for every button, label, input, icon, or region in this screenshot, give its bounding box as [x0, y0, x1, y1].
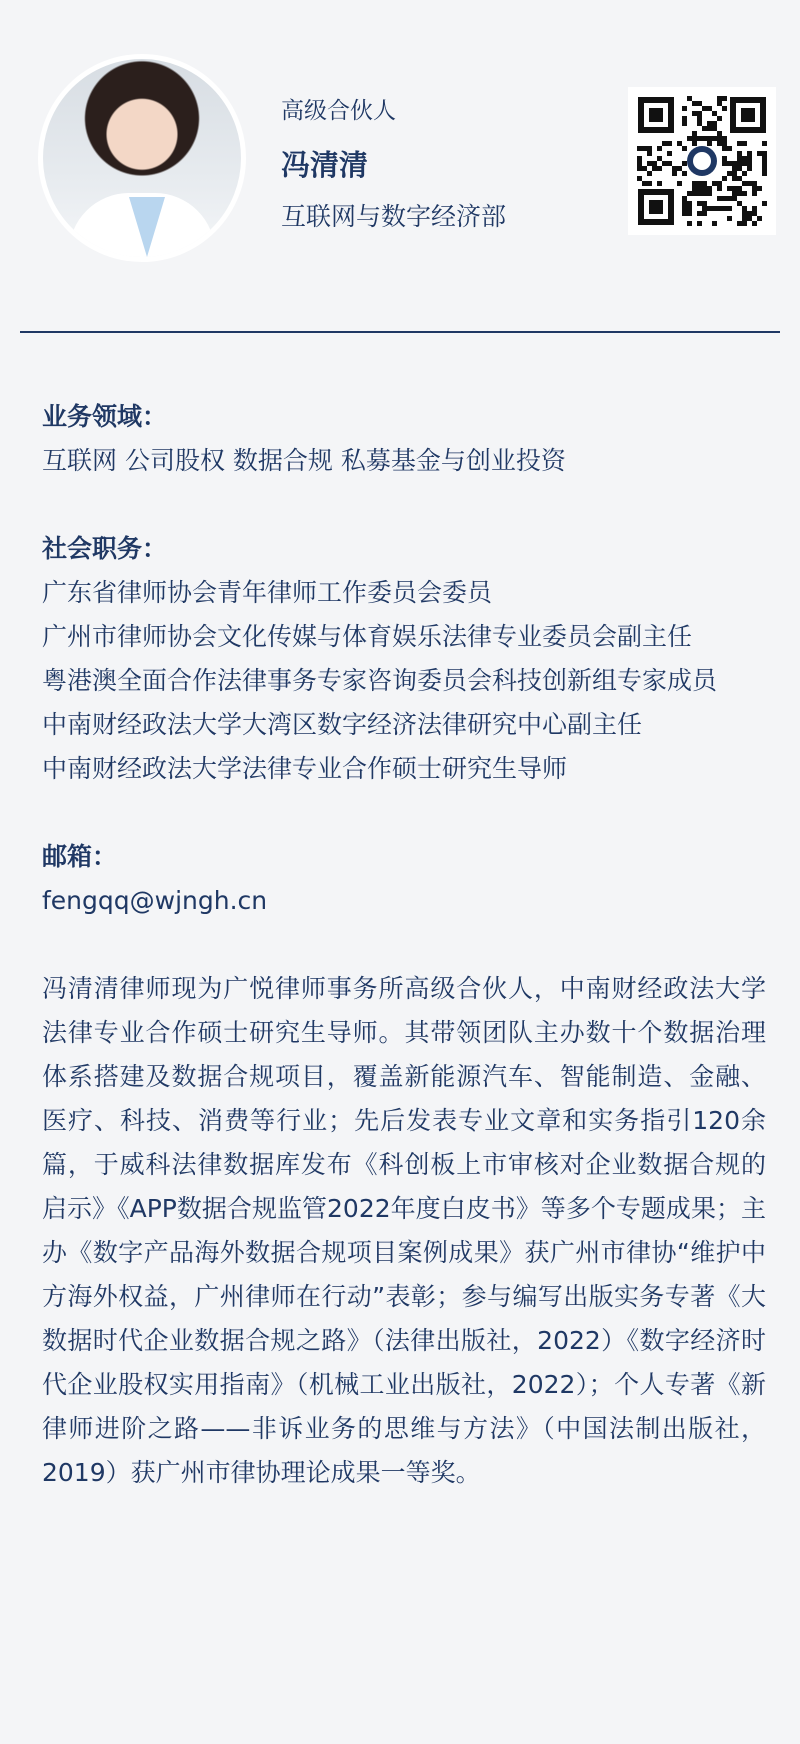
positions-section — [42, 527, 766, 791]
profile-role: 高级合伙人 — [281, 98, 396, 124]
position-item: 粤港澳全面合作法律事务专家咨询委员会科技创新组专家成员 — [42, 666, 718, 695]
profile-photo — [38, 54, 246, 262]
bio-paragraph: 冯清清律师现为广悦律师事务所高级合伙人，中南财经政法大学法律专业合作硕士研究生导师。其带领团队主办数十个数据治理体系搭建及数据合规项目，覆盖新能源汽车、智能制造、金融、医疗、科技、消费等行业；先后发表专业文章和实务指引120余篇，于威科法律数据库发布《科创板上市审核对企业数据合规的启示》《APP数据合规监管2022年度白皮书》等多个专题成果；主办《数字产品海外数据合规项目案例成果》获广州市律协“维护中方海外权益，广州律师在行动”表彰；参与编写出版实务专著《大数据时代企业数据合规之路》（法律出版社，2022）《数字经济时代企业股权实用指南》（机械工业出版社，2022）；个人专著《新律师进阶之路——非诉业务的思维与方法》（中国法制出版社，2019）获广州市律协理论成果一等奖。 — [42, 974, 766, 1487]
position-item: 中南财经政法大学大湾区数字经济法律研究中心副主任 — [42, 710, 643, 739]
qr-code-icon — [628, 87, 776, 235]
positions-label: 社会职务： — [42, 534, 168, 563]
contact-section — [42, 835, 766, 923]
email-label: 邮箱： — [42, 842, 118, 871]
email-link[interactable]: fengqq@wjngh.cn — [42, 886, 268, 915]
profile-name: 冯清清 — [281, 148, 369, 182]
practice-value: 互联网 公司股权 数据合规 私募基金与创业投资 — [42, 446, 566, 475]
position-item: 中南财经政法大学法律专业合作硕士研究生导师 — [42, 754, 568, 783]
position-item: 广东省律师协会青年律师工作委员会委员 — [42, 578, 493, 607]
profile-content — [42, 395, 766, 1495]
position-item: 广州市律师协会文化传媒与体育娱乐法律专业委员会副主任 — [42, 622, 693, 651]
practice-section — [42, 395, 766, 483]
section-divider — [20, 331, 780, 333]
practice-label: 业务领域： — [42, 402, 168, 431]
profile-department: 互联网与数字经济部 — [281, 202, 507, 231]
